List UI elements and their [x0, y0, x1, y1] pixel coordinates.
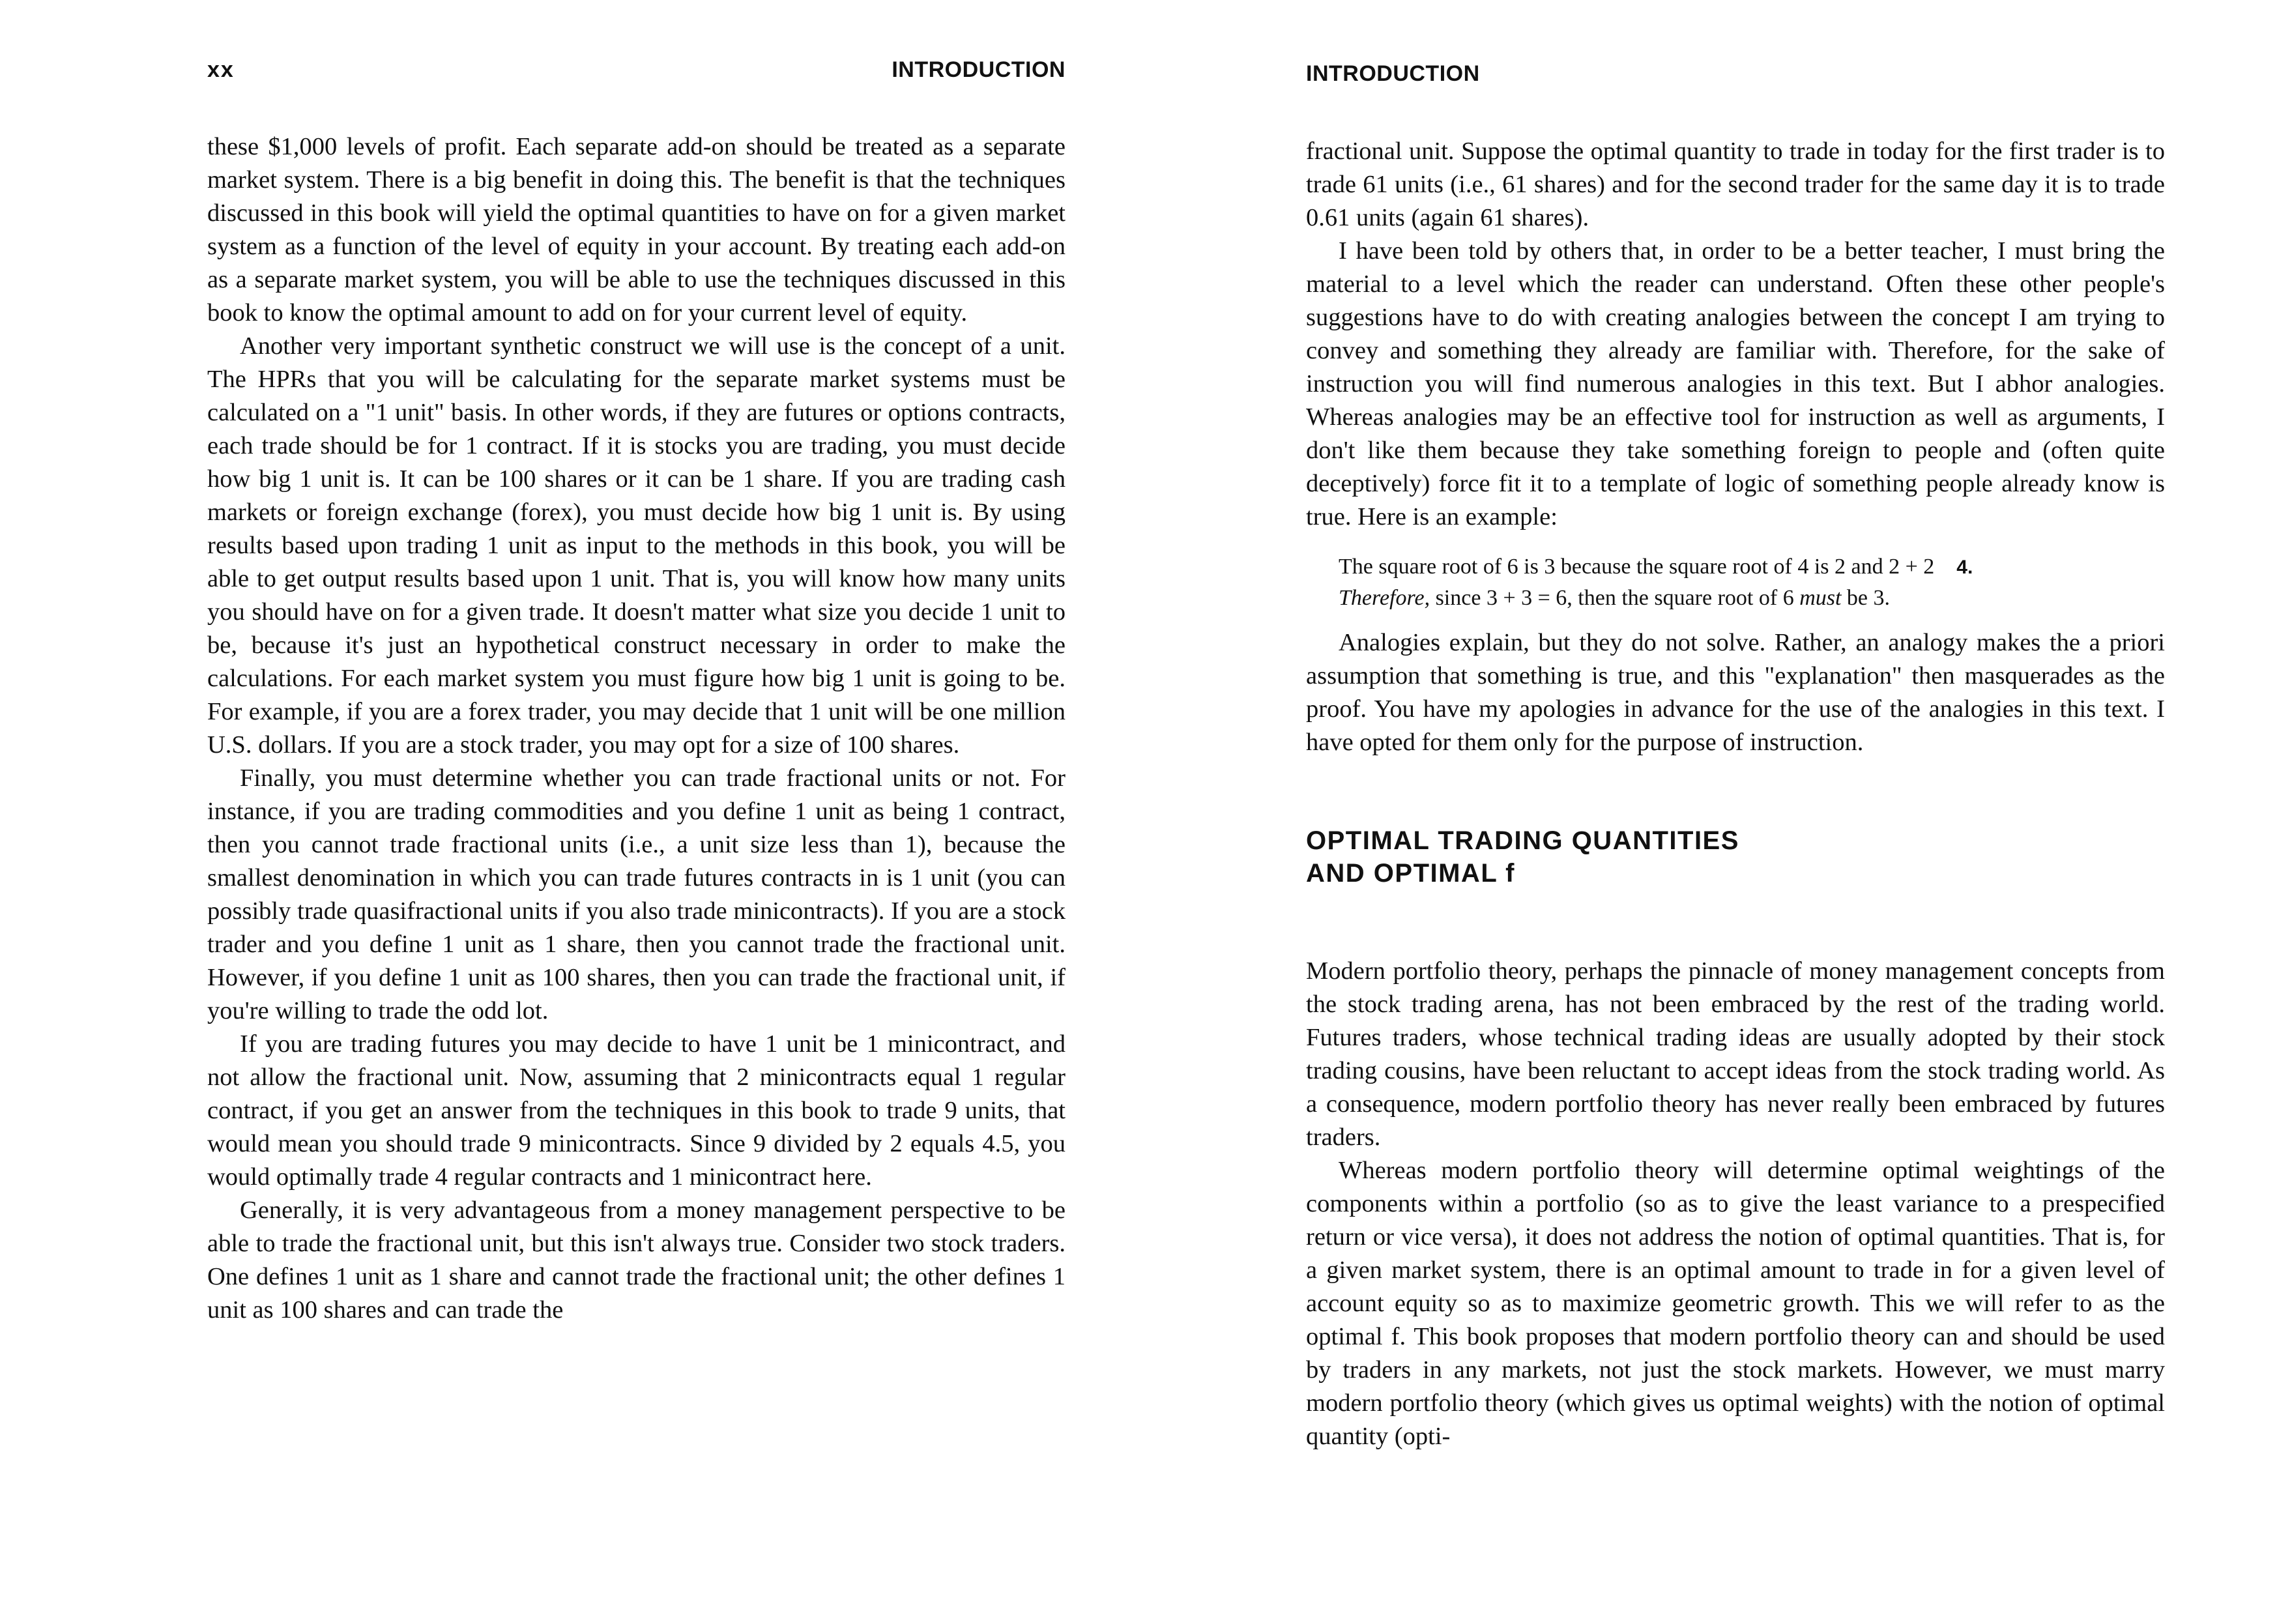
extract-emphasis: must — [1799, 586, 1842, 610]
running-head-title: INTRODUCTION — [892, 57, 1066, 82]
left-body-text — [207, 130, 1066, 1327]
paragraph: Whereas modern portfolio theory will determine optimal weightings of the components within a portfolio (so as to give the least variance to a prespecified return or vice versa), it does not address the notion of optimal quantities. That is, for a given market system, there is an optimal amount to trade in for a given level of account equity so as to maximize geometric growth. This we will refer to as the optimal f. This book proposes that modern portfolio theory can and should be used by traders in any markets, not just the stock markets. However, we must marry modern portfolio theory (which gives us optimal weights) with the notion of optimal quantity (opti- — [1306, 1157, 2165, 1450]
extract-emphasis: Therefore, — [1339, 586, 1430, 610]
paragraph: fractional unit. Suppose the optimal quantity to trade in today for the first trader is to trade 61 units (i.e., 61 shares) and for the second trader for the same day it is to trade 0.61 units (again 61 shares). — [1306, 138, 2165, 231]
paragraph: I have been told by others that, in order to be a better teacher, I must bring the material to a level which the reader can understand. Often these other people's suggestions have to do with creating analogies between the concept I am trying to convey and something they already are familiar with. Therefore, for the sake of instruction you will find numerous analogies in this text. But I abhor analogies. Whereas analogies may be an effective tool for instruction as well as arguments, I don't like them because they take something foreign to people and (often quite deceptively) force fit it to a template of logic of something people already know is true. Here is an example: — [1306, 237, 2165, 530]
extract-result: 4. — [1956, 557, 1973, 578]
running-head-title: INTRODUCTION — [1306, 61, 1480, 86]
page-number: xx — [207, 57, 235, 82]
left-page — [207, 0, 1066, 1624]
right-body-text — [1306, 135, 2165, 1453]
paragraph: Finally, you must determine whether you can trade fractional units or not. For instance, if you are trading commodities and you define 1 unit as being 1 contract, then you cannot trade fractional units (i.e., a unit size less than 1), because the smallest denomination in which you can trade futures contracts in is 1 unit (you can possibly trade quasifractional units if you also trade minicontracts). If you are a stock trader and you define 1 unit as 1 share, then you cannot trade the fractional unit. However, if you define 1 unit as 100 shares, then you can trade the fractional unit, if you're willing to trade the odd lot. — [207, 764, 1066, 1024]
extract-text: be 3. — [1846, 586, 1891, 610]
paragraph: If you are trading futures you may decide to have 1 unit be 1 minicontract, and not allow the fractional unit. Now, assuming that 2 minicontracts equal 1 regular contract, if you get an answer from the techniques in this book to trade 9 units, that would mean you should trade 9 minicontracts. Since 9 divided by 2 equals 4.5, you would optimally trade 4 regular contracts and 1 minicontract here. — [207, 1030, 1066, 1191]
extract-line-1 — [1339, 551, 2165, 583]
extract-text: since 3 + 3 = 6, then the square root of 6 — [1435, 586, 1794, 610]
analogy-example-extract — [1339, 551, 2165, 613]
section-heading — [1306, 824, 2165, 890]
extract-text: The square root of 6 is 3 because the square root of 4 is 2 and 2 + 2 — [1339, 555, 1935, 579]
left-running-head — [207, 57, 1066, 90]
right-running-head — [1306, 57, 2165, 90]
paragraph: Analogies explain, but they do not solve. Rather, an analogy makes the a priori assumption that something is true, and this "explanation" then masquerades as the proof. You have my apologies in advance for the use of the analogies in this text. I have opted for them only for the purpose of instruction. — [1306, 629, 2165, 756]
paragraph: Another very important synthetic construct we will use is the concept of a unit. The HPRs that you will be calculating for the separate market systems must be calculated on a "1 unit" basis. In other words, if they are futures or options contracts, each trade should be for 1 contract. If it is stocks you are trading, you must decide how big 1 unit is. It can be 100 shares or it can be 1 share. If you are trading cash markets or foreign exchange (forex), you must decide how big 1 unit is. By using results based upon trading 1 unit as input to the methods in this book, you will be able to get output results based upon 1 unit. That is, you will know how many units you should have on for a given trade. It doesn't matter what size you decide 1 unit to be, because it's just an hypothetical construct necessary in order to make the calculations. For each market system you must figure how big 1 unit is going to be. For example, if you are a forex trader, you may decide that 1 unit will be one million U.S. dollars. If you are a stock trader, you may opt for a size of 100 shares. — [207, 332, 1066, 759]
paragraph: these $1,000 levels of profit. Each separate add-on should be treated as a separate market system. There is a big benefit in doing this. The benefit is that the techniques discussed in this book will yield the optimal quantities to have on for a given market system as a function of the level of equity in your account. By treating each add-on as a separate market system, you will be able to use the techniques discussed in this book to know the optimal amount to add on for your current level of equity. — [207, 133, 1066, 326]
paragraph: Modern portfolio theory, perhaps the pinnacle of money management concepts from the stock trading arena, has not been embraced by the rest of the trading world. Futures traders, whose technical trading ideas are usually adopted by their stock trading cousins, have been reluctant to accept ideas from the stock trading world. As a consequence, modern portfolio theory has never really been embraced by futures traders. — [1306, 957, 2165, 1151]
section-heading-line: OPTIMAL TRADING QUANTITIES — [1306, 826, 1739, 855]
section-heading-line: AND OPTIMAL f — [1306, 859, 1515, 888]
paragraph: Generally, it is very advantageous from a money management perspective to be able to trade the fractional unit, but this isn't always true. Consider two stock traders. One defines 1 unit as 1 share and cannot trade the fractional unit; the other defines 1 unit as 100 shares and can trade the — [207, 1196, 1066, 1324]
extract-line-2 — [1339, 583, 2165, 613]
right-page — [1306, 0, 2165, 1624]
